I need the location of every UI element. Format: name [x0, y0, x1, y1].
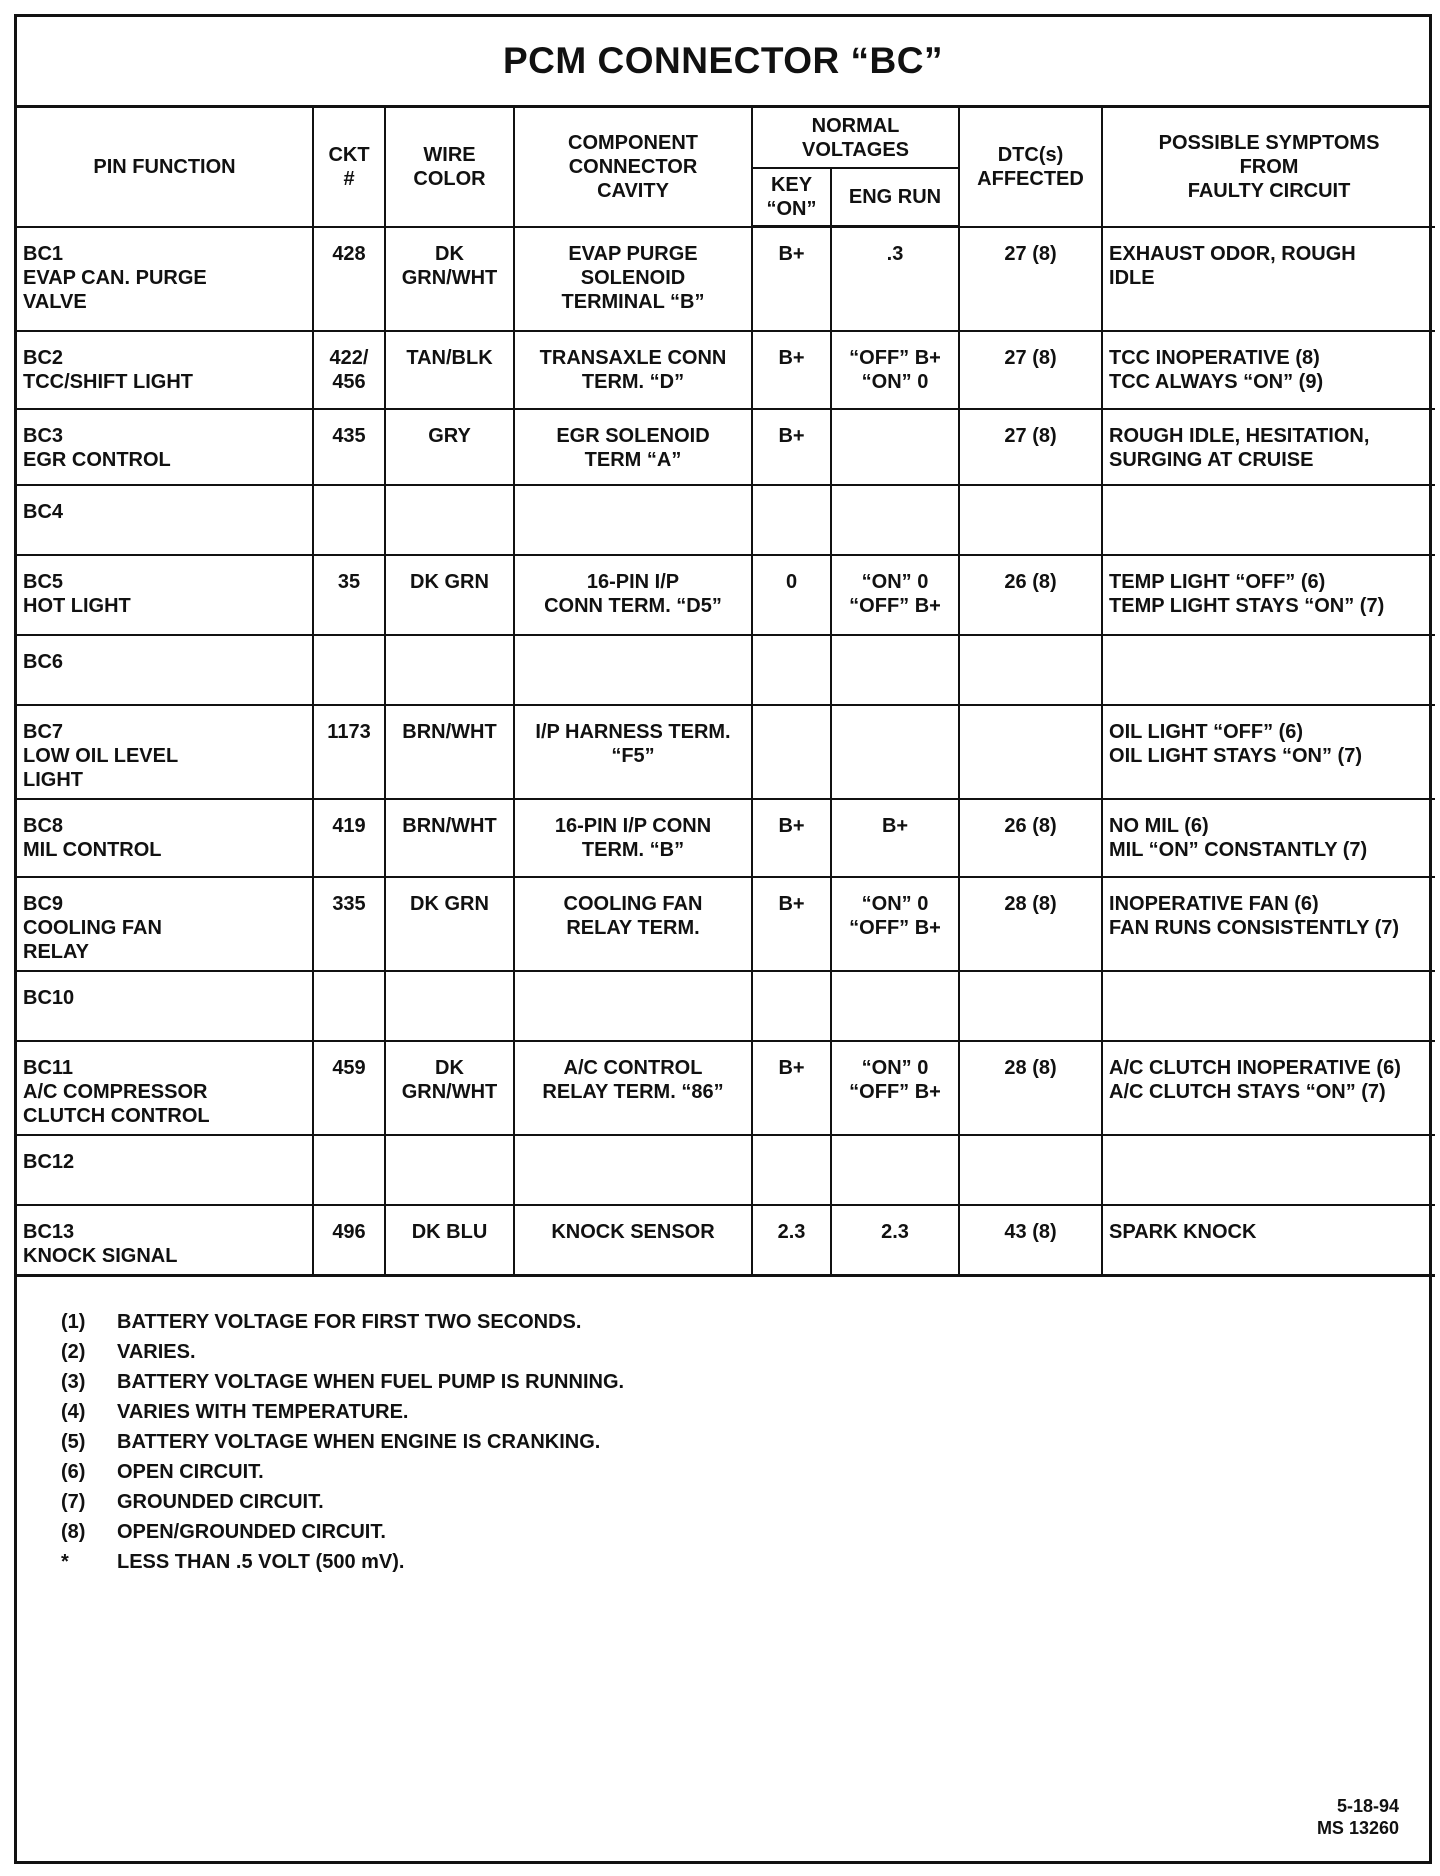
key-on-voltage-cell — [752, 971, 831, 1041]
pin-id: BC3 — [23, 424, 64, 447]
footnote-text: OPEN CIRCUIT. — [117, 1460, 264, 1483]
ckt-cell — [313, 971, 385, 1041]
footnote-marker: * — [61, 1550, 69, 1573]
eng-run-voltage-cell: “ON” 0 “OFF” B+ — [831, 1041, 959, 1135]
pin-function-cell — [17, 705, 313, 799]
footnote-marker: (6) — [61, 1460, 86, 1483]
pin-id: BC10 — [23, 986, 75, 1009]
eng-run-voltage-cell: “OFF” B+ “ON” 0 — [831, 331, 959, 409]
eng-run-voltage-cell — [831, 635, 959, 705]
table-row — [17, 635, 1435, 705]
footnote-text: BATTERY VOLTAGE WHEN ENGINE IS CRANKING. — [117, 1430, 601, 1453]
wire-color-cell — [385, 1135, 514, 1205]
eng-run-voltage-cell: B+ — [831, 799, 959, 877]
header-wire-color: WIRE COLOR — [385, 108, 514, 227]
component-cavity-cell — [514, 485, 752, 555]
eng-run-voltage-cell: .3 — [831, 227, 959, 331]
symptoms-cell: TCC INOPERATIVE (8) TCC ALWAYS “ON” (9) — [1102, 331, 1435, 409]
dtc-cell — [959, 1135, 1102, 1205]
symptoms-cell: INOPERATIVE FAN (6) FAN RUNS CONSISTENTLY (7) — [1102, 877, 1435, 971]
pin-function-cell — [17, 555, 313, 635]
footnote-text: VARIES. — [117, 1340, 196, 1363]
key-on-voltage-cell: B+ — [752, 877, 831, 971]
footnote-marker: (2) — [61, 1340, 86, 1363]
header-eng-run: ENG RUN — [831, 168, 959, 227]
pin-id: BC11 — [23, 1056, 74, 1079]
wire-color-cell: BRN/WHT — [385, 705, 514, 799]
table-row — [17, 799, 1435, 877]
symptoms-cell — [1102, 635, 1435, 705]
key-on-voltage-cell: 2.3 — [752, 1205, 831, 1276]
symptoms-cell: ROUGH IDLE, HESITATION, SURGING AT CRUISE — [1102, 409, 1435, 485]
dtc-cell: 28 (8) — [959, 1041, 1102, 1135]
pin-id: BC1 — [23, 242, 64, 265]
table-row — [17, 227, 1435, 331]
pin-function-name: KNOCK SIGNAL — [23, 1244, 178, 1267]
pin-function-cell — [17, 485, 313, 555]
footnote-marker: (7) — [61, 1490, 86, 1513]
footnote-text: LESS THAN .5 VOLT (500 mV). — [117, 1550, 405, 1573]
ckt-cell: 1173 — [313, 705, 385, 799]
document-footer — [1317, 1795, 1399, 1839]
pin-function-name: A/C COMPRESSOR CLUTCH CONTROL — [23, 1080, 210, 1127]
symptoms-cell: SPARK KNOCK — [1102, 1205, 1435, 1276]
key-on-voltage-cell: B+ — [752, 227, 831, 331]
dtc-cell: 26 (8) — [959, 799, 1102, 877]
component-cavity-cell: EVAP PURGE SOLENOID TERMINAL “B” — [514, 227, 752, 331]
footnote-marker: (8) — [61, 1520, 86, 1543]
wire-color-cell: BRN/WHT — [385, 799, 514, 877]
dtc-cell: 28 (8) — [959, 877, 1102, 971]
wire-color-cell — [385, 635, 514, 705]
key-on-voltage-cell — [752, 1135, 831, 1205]
pin-id: BC8 — [23, 814, 64, 837]
dtc-cell — [959, 635, 1102, 705]
pin-table — [17, 108, 1435, 1277]
pin-function-name: EVAP CAN. PURGE VALVE — [23, 266, 207, 313]
footnote — [61, 1307, 1429, 1337]
component-cavity-cell — [514, 971, 752, 1041]
table-row — [17, 1205, 1435, 1276]
eng-run-voltage-cell — [831, 971, 959, 1041]
ckt-cell: 335 — [313, 877, 385, 971]
key-on-voltage-cell: B+ — [752, 1041, 831, 1135]
table-row — [17, 877, 1435, 971]
wire-color-cell: DK GRN/WHT — [385, 227, 514, 331]
footnote — [61, 1427, 1429, 1457]
ckt-cell — [313, 1135, 385, 1205]
eng-run-voltage-cell: 2.3 — [831, 1205, 959, 1276]
dtc-cell — [959, 485, 1102, 555]
symptoms-cell: TEMP LIGHT “OFF” (6) TEMP LIGHT STAYS “ON” (7) — [1102, 555, 1435, 635]
table-row — [17, 555, 1435, 635]
ckt-cell — [313, 635, 385, 705]
pin-function-name: HOT LIGHT — [23, 594, 131, 617]
footnote-text: OPEN/GROUNDED CIRCUIT. — [117, 1520, 386, 1543]
pin-function-cell — [17, 409, 313, 485]
footnote — [61, 1337, 1429, 1367]
symptoms-cell: NO MIL (6) MIL “ON” CONSTANTLY (7) — [1102, 799, 1435, 877]
wire-color-cell — [385, 485, 514, 555]
pin-function-cell — [17, 227, 313, 331]
symptoms-cell — [1102, 485, 1435, 555]
symptoms-cell: A/C CLUTCH INOPERATIVE (6) A/C CLUTCH STAYS “ON” (7) — [1102, 1041, 1435, 1135]
page-title: PCM CONNECTOR “BC” — [17, 17, 1429, 108]
dtc-cell — [959, 705, 1102, 799]
wire-color-cell: DK GRN — [385, 877, 514, 971]
wire-color-cell: DK GRN — [385, 555, 514, 635]
pin-function-name: EGR CONTROL — [23, 448, 171, 471]
ckt-cell: 459 — [313, 1041, 385, 1135]
header-dtc-affected: DTC(s) AFFECTED — [959, 108, 1102, 227]
footnote — [61, 1547, 1429, 1577]
pin-function-name: TCC/SHIFT LIGHT — [23, 370, 193, 393]
footnote-marker: (5) — [61, 1430, 86, 1453]
pin-id: BC6 — [23, 650, 64, 673]
symptoms-cell — [1102, 971, 1435, 1041]
eng-run-voltage-cell — [831, 705, 959, 799]
pin-function-cell — [17, 1205, 313, 1276]
key-on-voltage-cell: B+ — [752, 331, 831, 409]
dtc-cell: 43 (8) — [959, 1205, 1102, 1276]
eng-run-voltage-cell — [831, 485, 959, 555]
footnote — [61, 1487, 1429, 1517]
key-on-voltage-cell: B+ — [752, 409, 831, 485]
wire-color-cell — [385, 971, 514, 1041]
table-row — [17, 971, 1435, 1041]
header-ckt: CKT # — [313, 108, 385, 227]
dtc-cell: 27 (8) — [959, 331, 1102, 409]
symptoms-cell: OIL LIGHT “OFF” (6) OIL LIGHT STAYS “ON” (7) — [1102, 705, 1435, 799]
pin-function-name: COOLING FAN RELAY — [23, 916, 162, 963]
dtc-cell: 27 (8) — [959, 409, 1102, 485]
pin-id: BC13 — [23, 1220, 75, 1243]
footnote-text: BATTERY VOLTAGE FOR FIRST TWO SECONDS. — [117, 1310, 582, 1333]
wire-color-cell: DK GRN/WHT — [385, 1041, 514, 1135]
eng-run-voltage-cell — [831, 409, 959, 485]
ckt-cell: 428 — [313, 227, 385, 331]
component-cavity-cell: EGR SOLENOID TERM “A” — [514, 409, 752, 485]
footnote-text: VARIES WITH TEMPERATURE. — [117, 1400, 409, 1423]
component-cavity-cell: COOLING FAN RELAY TERM. — [514, 877, 752, 971]
key-on-voltage-cell: 0 — [752, 555, 831, 635]
header-key-on: KEY “ON” — [752, 168, 831, 227]
pin-id: BC9 — [23, 892, 64, 915]
component-cavity-cell: 16-PIN I/P CONN TERM. “D5” — [514, 555, 752, 635]
footnotes — [17, 1277, 1429, 1577]
footnote-marker: (4) — [61, 1400, 86, 1423]
eng-run-voltage-cell — [831, 1135, 959, 1205]
ckt-cell — [313, 485, 385, 555]
pin-function-cell — [17, 1135, 313, 1205]
header-pin-function: PIN FUNCTION — [17, 108, 313, 227]
pin-id: BC4 — [23, 500, 64, 523]
footnote-text: GROUNDED CIRCUIT. — [117, 1490, 324, 1513]
eng-run-voltage-cell: “ON” 0 “OFF” B+ — [831, 877, 959, 971]
table-row — [17, 1041, 1435, 1135]
wire-color-cell: DK BLU — [385, 1205, 514, 1276]
symptoms-cell: EXHAUST ODOR, ROUGH IDLE — [1102, 227, 1435, 331]
pin-id: BC12 — [23, 1150, 75, 1173]
component-cavity-cell: 16-PIN I/P CONN TERM. “B” — [514, 799, 752, 877]
dtc-cell: 26 (8) — [959, 555, 1102, 635]
pin-function-cell — [17, 799, 313, 877]
ckt-cell: 419 — [313, 799, 385, 877]
footnote — [61, 1457, 1429, 1487]
table-row — [17, 1135, 1435, 1205]
footnote — [61, 1517, 1429, 1547]
ckt-cell: 422/ 456 — [313, 331, 385, 409]
key-on-voltage-cell — [752, 485, 831, 555]
footnote-marker: (1) — [61, 1310, 86, 1333]
revision-date: 5-18-94 — [1336, 1796, 1399, 1816]
component-cavity-cell: KNOCK SENSOR — [514, 1205, 752, 1276]
component-cavity-cell: A/C CONTROL RELAY TERM. “86” — [514, 1041, 752, 1135]
table-row — [17, 331, 1435, 409]
header-component-cavity: COMPONENT CONNECTOR CAVITY — [514, 108, 752, 227]
pin-function-cell — [17, 331, 313, 409]
key-on-voltage-cell — [752, 635, 831, 705]
connector-chart-sheet — [14, 14, 1432, 1864]
component-cavity-cell: I/P HARNESS TERM. “F5” — [514, 705, 752, 799]
table-row — [17, 485, 1435, 555]
symptoms-cell — [1102, 1135, 1435, 1205]
dtc-cell — [959, 971, 1102, 1041]
header-normal-voltages: NORMAL VOLTAGES — [752, 108, 959, 168]
header-possible-symptoms: POSSIBLE SYMPTOMS FROM FAULTY CIRCUIT — [1102, 108, 1435, 227]
pin-function-name: MIL CONTROL — [23, 838, 162, 861]
ckt-cell: 35 — [313, 555, 385, 635]
eng-run-voltage-cell: “ON” 0 “OFF” B+ — [831, 555, 959, 635]
document-code: MS 13260 — [1316, 1818, 1399, 1838]
pin-function-cell — [17, 971, 313, 1041]
table-row — [17, 409, 1435, 485]
table-row — [17, 705, 1435, 799]
component-cavity-cell — [514, 635, 752, 705]
dtc-cell: 27 (8) — [959, 227, 1102, 331]
key-on-voltage-cell — [752, 705, 831, 799]
pin-id: BC2 — [23, 346, 64, 369]
wire-color-cell: TAN/BLK — [385, 331, 514, 409]
component-cavity-cell: TRANSAXLE CONN TERM. “D” — [514, 331, 752, 409]
ckt-cell: 435 — [313, 409, 385, 485]
key-on-voltage-cell: B+ — [752, 799, 831, 877]
pin-function-name: LOW OIL LEVEL LIGHT — [23, 744, 179, 791]
component-cavity-cell — [514, 1135, 752, 1205]
pin-id: BC7 — [23, 720, 64, 743]
footnote — [61, 1367, 1429, 1397]
ckt-cell: 496 — [313, 1205, 385, 1276]
footnote-marker: (3) — [61, 1370, 86, 1393]
footnote — [61, 1397, 1429, 1427]
wire-color-cell: GRY — [385, 409, 514, 485]
pin-function-cell — [17, 635, 313, 705]
pin-function-cell — [17, 1041, 313, 1135]
footnote-text: BATTERY VOLTAGE WHEN FUEL PUMP IS RUNNING. — [117, 1370, 625, 1393]
pin-id: BC5 — [23, 570, 64, 593]
pin-function-cell — [17, 877, 313, 971]
